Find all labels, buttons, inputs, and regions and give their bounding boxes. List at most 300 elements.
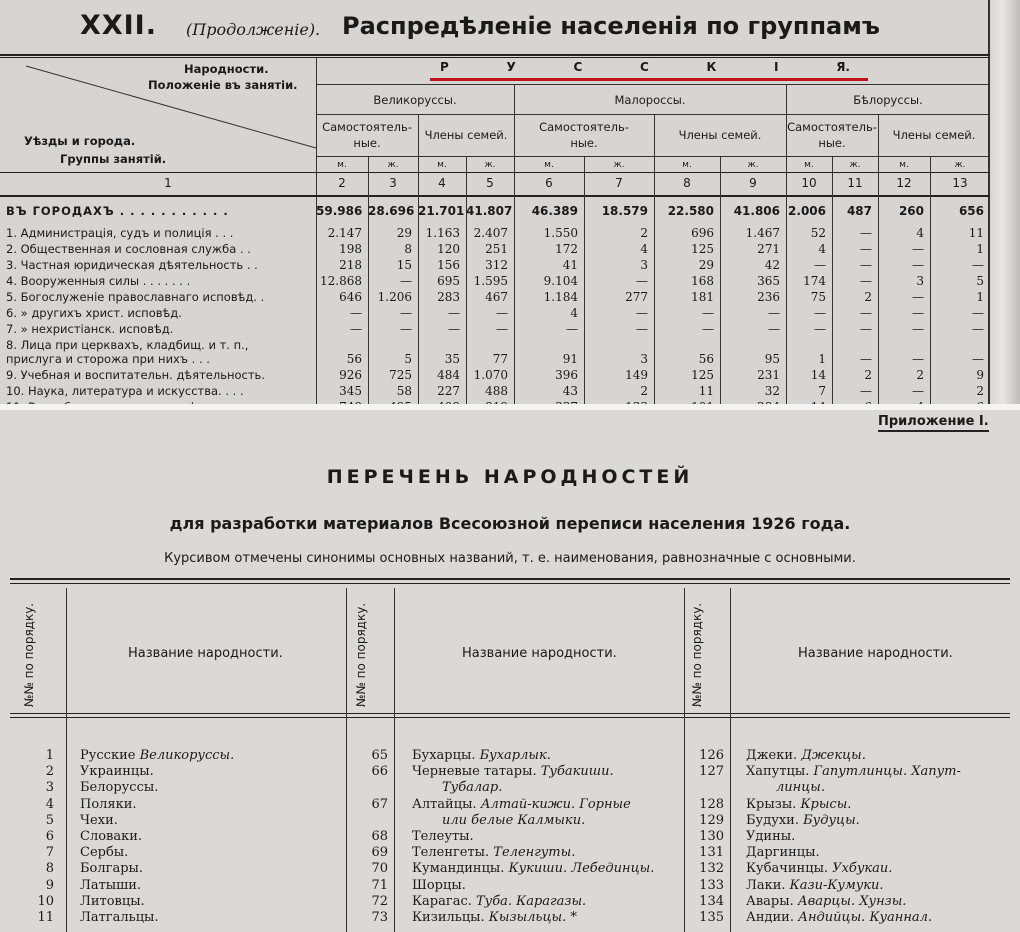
entry-number: 3: [45, 780, 54, 796]
data-cell: 56: [346, 352, 362, 366]
synonym: Тубакиши.: [540, 764, 614, 780]
column-number: 12: [896, 176, 912, 190]
data-cell: 467: [485, 290, 508, 304]
data-cell: 1.184: [543, 290, 578, 304]
russkie-letter: С: [639, 60, 649, 74]
data-cell: 7: [818, 384, 826, 398]
data-cell: 227: [437, 384, 460, 398]
data-cell: —: [350, 322, 362, 336]
entry-number: 67: [371, 796, 388, 812]
entry-number: 2: [45, 764, 54, 780]
data-cell: 4: [818, 242, 826, 256]
col3-entry: [0, 764, 1020, 781]
data-cell: 46.389: [531, 204, 578, 218]
hline-mzh: [0, 172, 990, 173]
synonym: Ухбукаи.: [832, 861, 893, 877]
rule-mid-a: [10, 713, 1010, 714]
data-cell: 283: [437, 290, 460, 304]
data-cell: 1.206: [377, 290, 412, 304]
data-cell: —: [400, 274, 412, 288]
data-cell: 484: [437, 368, 460, 382]
data-cell: 11: [698, 384, 714, 398]
entry-name: [746, 861, 892, 876]
data-cell: 271: [757, 242, 780, 256]
table-row: [0, 242, 990, 258]
russkie-letter: І: [774, 60, 779, 74]
data-cell: 52: [810, 226, 826, 240]
data-cell: 59.986: [316, 204, 363, 218]
sex-female: ж.: [613, 160, 625, 170]
row-label: прислуга и сторожа при нихъ . . .: [6, 352, 210, 366]
table-number: XXII.: [80, 10, 157, 41]
data-cell: 14: [810, 368, 826, 382]
data-cell: 11: [968, 226, 984, 240]
data-cell: 3: [640, 352, 648, 366]
table-row: [0, 226, 990, 242]
col3-entry: [0, 861, 1020, 878]
data-cell: 75: [810, 290, 826, 304]
data-cell: 156: [437, 258, 460, 272]
table-row: [0, 384, 990, 400]
synonym: Бухарлык.: [479, 748, 551, 763]
data-cell: 251: [485, 242, 508, 256]
nationality-name: Латыши.: [80, 877, 142, 893]
subhead-samostoyatelnye: Самостоятель-: [539, 120, 629, 134]
column-number: 10: [801, 176, 817, 190]
entry-number: 135: [699, 910, 724, 925]
data-cell: 125: [691, 368, 714, 382]
russkie-letter: Р: [440, 60, 449, 74]
column-number: 2: [338, 176, 346, 190]
data-cell: 12.868: [320, 274, 362, 288]
column-number: 5: [486, 176, 494, 190]
data-cell: 181: [691, 290, 714, 304]
nationality-name: Телеуты.: [412, 829, 474, 844]
data-cell: 168: [691, 274, 714, 288]
num-header-1: №№ по порядку.: [22, 602, 36, 708]
name-header-3: Название народности.: [798, 646, 953, 661]
data-cell: 312: [485, 258, 508, 272]
entry-number: 11: [37, 910, 54, 925]
data-cell: —: [972, 306, 984, 320]
data-cell: 91: [562, 352, 578, 366]
data-cell: —: [860, 306, 872, 320]
data-cell: 29: [396, 226, 412, 240]
table-row: [0, 290, 990, 306]
data-cell: 2: [864, 368, 872, 382]
sex-female: ж.: [387, 160, 399, 170]
data-cell: —: [972, 258, 984, 272]
data-cell: 725: [389, 368, 412, 382]
data-cell: —: [814, 258, 826, 272]
nationality-name: Поляки.: [80, 796, 137, 812]
data-cell: 1.163: [425, 226, 460, 240]
entry-number: 70: [371, 861, 388, 877]
nationality-name: Шорцы.: [412, 877, 466, 893]
data-cell: 8: [404, 242, 412, 256]
entry-number: 72: [371, 893, 388, 909]
data-cell: 231: [757, 368, 780, 382]
data-cell: 198: [339, 242, 362, 256]
entry-name: [746, 845, 820, 860]
col3-entry: [0, 748, 1020, 765]
data-cell: 120: [437, 242, 460, 256]
synonym-continued: или белые Калмыки.: [442, 812, 586, 828]
nationality-name: Русские: [80, 748, 136, 763]
data-cell: —: [702, 306, 714, 320]
name-header-2: Название народности.: [462, 646, 617, 661]
group-belorussy: Бѣлоруссы.: [853, 93, 923, 107]
header-rule: [0, 54, 990, 56]
synonym: Гапутлинцы. Хапут-: [813, 764, 961, 780]
data-cell: 656: [958, 204, 984, 218]
data-cell: 9: [976, 368, 984, 382]
data-cell: 42: [764, 258, 780, 272]
page-edge: [988, 0, 1020, 404]
data-cell: 1.467: [745, 226, 780, 240]
data-cell: —: [496, 306, 508, 320]
data-cell: —: [912, 306, 924, 320]
table-row: [0, 306, 990, 322]
nationality-name: Крызы.: [746, 796, 797, 812]
column-number: 9: [749, 176, 757, 190]
data-cell: 174: [803, 274, 826, 288]
nationality-name: Украинцы.: [80, 764, 154, 780]
data-cell: —: [350, 306, 362, 320]
synonym: Андийцы. Куаннал.: [798, 910, 933, 925]
entry-name: [746, 764, 961, 779]
table-row: [0, 352, 990, 368]
synonym: Крысы.: [800, 796, 852, 812]
nationality-name: Сербы.: [80, 845, 129, 861]
data-cell: —: [702, 322, 714, 336]
data-cell: 236: [757, 290, 780, 304]
row-total-cities: [0, 204, 990, 220]
column-number: 13: [952, 176, 968, 190]
data-cell: —: [400, 306, 412, 320]
nationality-name: Кумандинцы.: [412, 861, 505, 877]
data-cell: 18.579: [601, 204, 648, 218]
nationality-name: Лаки.: [746, 877, 786, 893]
synonym: Аварцы. Хунзы.: [797, 893, 907, 909]
entry-name: [746, 748, 866, 763]
data-cell: —: [860, 258, 872, 272]
data-cell: 2: [640, 384, 648, 398]
hline-colnums: [0, 195, 990, 197]
bottom-scan: [0, 410, 1020, 932]
subhead-samostoyatelnye-2: ные.: [353, 136, 381, 150]
data-cell: —: [972, 352, 984, 366]
entry-number: 5: [45, 812, 54, 828]
data-cell: —: [860, 242, 872, 256]
entry-name: [746, 797, 851, 812]
num-header-3: №№ по порядку.: [690, 602, 704, 708]
data-cell: 4: [570, 306, 578, 320]
col3-entry: [0, 894, 1020, 911]
russkie-header: [320, 58, 990, 84]
entry-number: 128: [699, 796, 724, 812]
column-number: 6: [545, 176, 553, 190]
header-occupation: Положеніе въ занятіи.: [148, 78, 298, 92]
russkie-letter: К: [706, 60, 717, 74]
data-cell: —: [860, 274, 872, 288]
entry-number: 131: [699, 845, 724, 861]
sex-male: м.: [437, 160, 447, 170]
synonym-continued: Тубалар.: [442, 780, 503, 796]
column-number: 4: [438, 176, 446, 190]
data-cell: 218: [339, 258, 362, 272]
data-cell: —: [566, 322, 578, 336]
nationality-name: Карагас.: [412, 893, 472, 909]
entry-name: [746, 878, 884, 893]
entry-number: 10: [37, 893, 54, 909]
row-label: 3. Частная юридическая дѣятельность . .: [6, 258, 258, 272]
nationality-name: Авары.: [746, 893, 794, 909]
data-cell: —: [912, 242, 924, 256]
data-cell: —: [496, 322, 508, 336]
data-cell: 2: [640, 226, 648, 240]
data-cell: 21.701: [418, 204, 465, 218]
data-cell: 1.595: [473, 274, 508, 288]
entry-name: [746, 829, 795, 844]
entry-name: [746, 910, 932, 925]
entry-number: 129: [699, 812, 724, 828]
data-cell: 77: [492, 352, 508, 366]
row-label: 5. Богослуженіе православнаго исповѣд. .: [6, 290, 265, 304]
synonym: Кази-Кумуки.: [789, 877, 884, 893]
row-label: 10. Наука, литература и искусства. . . .: [6, 384, 244, 398]
data-cell: —: [400, 322, 412, 336]
entry-number: 73: [371, 910, 388, 925]
nationality-name: Удины.: [746, 829, 796, 844]
entry-number: 65: [371, 748, 388, 763]
col3-entry: [0, 829, 1020, 846]
entry-name: [746, 894, 906, 909]
entry-number: 1: [45, 748, 54, 763]
data-cell: 487: [846, 204, 872, 218]
entry-number: 132: [699, 861, 724, 877]
sex-male: м.: [804, 160, 814, 170]
data-cell: 4: [640, 242, 648, 256]
entry-number: 71: [371, 877, 388, 893]
num-header-2: №№ по порядку.: [354, 602, 368, 708]
data-cell: 696: [691, 226, 714, 240]
synonym: Туба. Карагазы.: [476, 893, 587, 909]
nationality-name: Андии.: [746, 910, 794, 925]
data-cell: 28.696: [368, 204, 415, 218]
data-cell: 41.806: [733, 204, 780, 218]
entry-number: 66: [371, 764, 388, 780]
data-cell: 1: [818, 352, 826, 366]
table-row: [0, 274, 990, 290]
nationality-name: Теленгеты.: [412, 845, 490, 861]
sex-male: м.: [544, 160, 554, 170]
name-header-1: Название народности.: [128, 646, 283, 661]
data-cell: —: [860, 226, 872, 240]
row-label: 6. » другихъ христ. исповѣд.: [6, 306, 182, 320]
data-cell: —: [768, 306, 780, 320]
nationality-name: Джеки.: [746, 748, 798, 763]
data-cell: 345: [339, 384, 362, 398]
sex-female: ж.: [954, 160, 966, 170]
data-cell: 5: [976, 274, 984, 288]
sex-male: м.: [682, 160, 692, 170]
data-cell: 9.104: [543, 274, 578, 288]
entry-number: 7: [45, 845, 54, 861]
table-title: [0, 10, 990, 50]
entry-number: 4: [45, 796, 54, 812]
data-cell: 41: [562, 258, 578, 272]
data-cell: 365: [757, 274, 780, 288]
data-cell: 2: [864, 290, 872, 304]
entry-number: 134: [699, 893, 724, 909]
data-cell: 125: [691, 242, 714, 256]
nationality-name: Кизильцы.: [412, 910, 485, 925]
data-cell: 41.807: [466, 204, 513, 218]
row-label: ВЪ ГОРОДАХЪ . . . . . . . . . . .: [6, 204, 229, 218]
red-underline: [430, 78, 868, 81]
data-cell: 1.070: [473, 368, 508, 382]
column-number: 3: [389, 176, 397, 190]
italic-note: Курсивом отмечены синонимы основных названий, т. е. наименования, равнозначные с основными.: [164, 551, 856, 566]
data-cell: —: [912, 290, 924, 304]
synonym: Кукиши. Лебединцы.: [508, 861, 655, 877]
russkie-letters: [440, 60, 850, 74]
table-row: [0, 322, 990, 338]
data-cell: 172: [555, 242, 578, 256]
data-cell: —: [448, 306, 460, 320]
russkie-letter: У: [506, 60, 516, 74]
data-cell: —: [860, 352, 872, 366]
column-number: 7: [615, 176, 623, 190]
data-cell: 56: [698, 352, 714, 366]
data-cell: 15: [396, 258, 412, 272]
data-cell: 5: [404, 352, 412, 366]
data-cell: —: [860, 384, 872, 398]
sex-female: ж.: [747, 160, 759, 170]
synonym: Алтай-кижи. Горные: [480, 796, 631, 812]
subhead-members: Члены семей.: [424, 128, 508, 142]
nationality-name: Белоруссы.: [80, 780, 159, 796]
sex-male: м.: [337, 160, 347, 170]
data-cell: —: [448, 322, 460, 336]
data-cell: 32: [764, 384, 780, 398]
list-title: ПЕРЕЧЕНЬ НАРОДНОСТЕЙ: [326, 466, 694, 488]
group-velikorussy: Великоруссы.: [373, 93, 457, 107]
nationality-name: Кубачинцы.: [746, 861, 829, 877]
nationality-name: Алтайцы.: [412, 796, 477, 812]
entry-number: 127: [699, 764, 724, 780]
col3-entry: [0, 813, 1020, 830]
nationality-name: Литовцы.: [80, 893, 145, 909]
data-cell: 29: [698, 258, 714, 272]
entry-number: 130: [699, 829, 724, 844]
data-cell: —: [912, 258, 924, 272]
col3-entry: [0, 845, 1020, 862]
entry-number: 133: [699, 877, 724, 893]
top-scan: [0, 0, 1020, 404]
row-label: 9. Учебная и воспитательн. дѣятельность.: [6, 368, 265, 382]
data-cell: 2: [976, 384, 984, 398]
col3-entry-cont: [0, 780, 1020, 797]
data-cell: 58: [396, 384, 412, 398]
data-cell: 277: [625, 290, 648, 304]
data-cell: 646: [339, 290, 362, 304]
subhead-samostoyatelnye: Самостоятель-: [322, 120, 412, 134]
data-cell: —: [972, 322, 984, 336]
entry-number: 69: [371, 845, 388, 861]
subhead-samostoyatelnye-2: ные.: [570, 136, 598, 150]
data-cell: —: [636, 322, 648, 336]
data-cell: —: [636, 274, 648, 288]
entry-number: 6: [45, 829, 54, 844]
data-cell: 4: [916, 226, 924, 240]
row-label: 7. » нехристіанск. исповѣд.: [6, 322, 174, 336]
subhead-samostoyatelnye: Самостоятель-: [787, 120, 877, 134]
nationality-name: Хапутцы.: [746, 764, 810, 780]
data-cell: 260: [898, 204, 924, 218]
data-cell: 3: [640, 258, 648, 272]
data-cell: —: [768, 322, 780, 336]
data-cell: 1: [976, 242, 984, 256]
hline-russkie: [316, 84, 990, 85]
header-groups: Группы занятій.: [60, 152, 167, 166]
nationality-name: Болгары.: [80, 861, 144, 877]
data-cell: 2.407: [473, 226, 508, 240]
header-nationality: Народности.: [184, 62, 269, 76]
russkie-letter: С: [573, 60, 583, 74]
data-cell: —: [860, 322, 872, 336]
nationality-name: Черневые татары.: [412, 764, 537, 780]
nationality-name: Будухи.: [746, 812, 799, 828]
nationality-name: Словаки.: [80, 829, 143, 844]
data-cell: 1.550: [543, 226, 578, 240]
col3-entry: [0, 910, 1020, 927]
data-cell: 35: [444, 352, 460, 366]
data-cell: —: [636, 306, 648, 320]
entry-name: [746, 813, 860, 828]
data-cell: 22.580: [667, 204, 714, 218]
entry-number: 8: [45, 861, 54, 877]
column-number: 1: [164, 176, 172, 190]
column-number: 8: [683, 176, 691, 190]
data-cell: 695: [437, 274, 460, 288]
rule-mid-b: [10, 717, 1010, 718]
appendix-label: Приложение I.: [878, 414, 989, 432]
data-cell: —: [912, 384, 924, 398]
sex-female: ж.: [849, 160, 861, 170]
entry-number: 9: [45, 877, 54, 893]
nationality-name: Чехи.: [80, 812, 118, 828]
russkie-letter: Я.: [836, 60, 850, 74]
data-cell: —: [912, 322, 924, 336]
nationality-name: Латгальцы.: [80, 910, 159, 925]
col3-entry: [0, 797, 1020, 814]
data-cell: 2.147: [327, 226, 362, 240]
data-cell: —: [814, 322, 826, 336]
table-row: [0, 258, 990, 274]
data-cell: 2: [916, 368, 924, 382]
list-subtitle: для разработки материалов Всесоюзной переписи населения 1926 года.: [169, 514, 851, 533]
col3-entry: [0, 878, 1020, 895]
rule-top-b: [10, 583, 1010, 584]
row-label: 2. Общественная и сословная служба . .: [6, 242, 251, 256]
data-cell: 43: [562, 384, 578, 398]
sex-male: м.: [899, 160, 909, 170]
rule-top-a: [10, 578, 1010, 580]
data-cell: 926: [339, 368, 362, 382]
row-label: 8. Лица при церквахъ, кладбищ. и т. п.,: [6, 338, 249, 352]
